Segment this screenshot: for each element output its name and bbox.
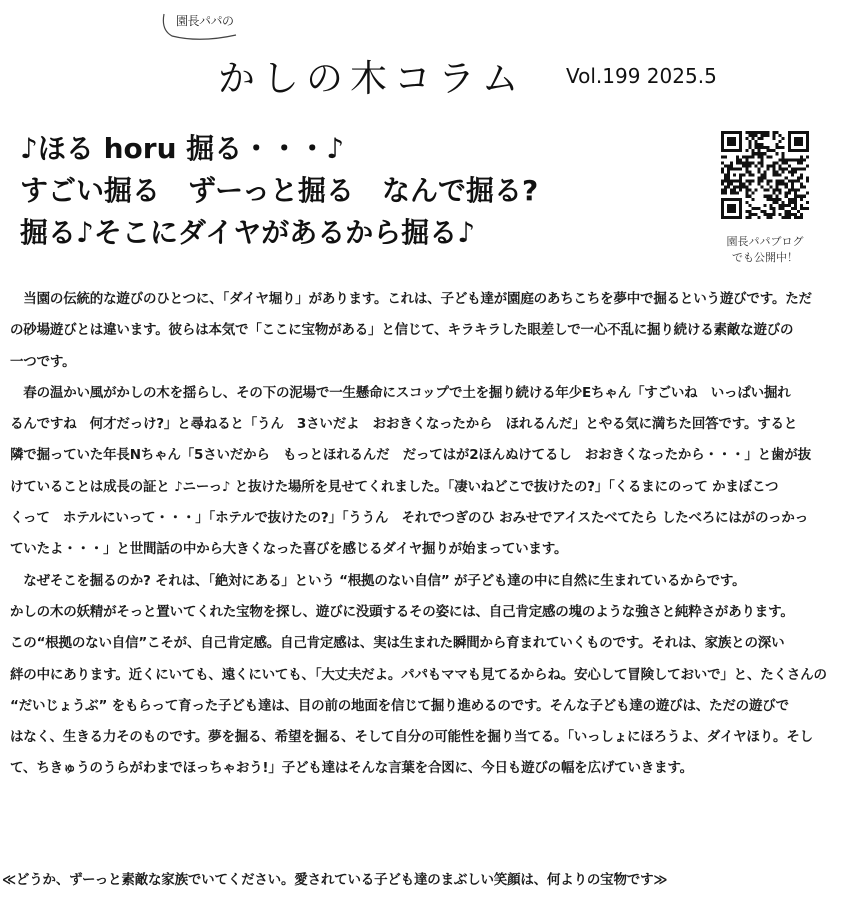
article-line: この“根拠のない自信”こそが、自己肯定感。自己肯定感は、実は生まれた瞬間から育まれていくものです。それは、家族との深い — [10, 635, 785, 652]
article-line: 当園の伝統的な遊びのひとつに、「ダイヤ堀り」があります。これは、子ども達が園庭のあちこちを夢中で掘るという遊びです。ただ — [10, 291, 812, 307]
article-line: 隣で掘っていた年長Nちゃん「5さいだから もっとほれるんだ だってはが2ほんぬけてるし おおきくなったから・・・」と歯が抜 — [10, 447, 811, 464]
article-line: ていたよ・・・」と世間話の中から大きくなった喜びを感じるダイヤ掘りが始まっています。 — [10, 541, 568, 558]
column-badge — [158, 8, 248, 42]
article-line: 春の温かい風がかしの木を揺らし、その下の泥場で一生懸命にスコップで土を掘り続ける年少Eちゃん「すごいね いっぱい掘れ — [10, 384, 791, 401]
headline-line-3: 掘る♪そこにダイヤがあるから掘る♪ — [20, 216, 476, 249]
qr-caption — [700, 234, 830, 266]
qr-code-icon[interactable] — [721, 131, 809, 219]
article-line: て、ちきゅうのうらがわまでほっちゃおう!」子ども達はそんな言葉を合図に、今日も遊びの幅を広げていきます。 — [10, 760, 693, 777]
headline-line-2: すごい掘る ずーっと掘る なんで掘る? — [20, 174, 539, 207]
article-line: “だいじょうぶ” をもらって育った子ども達は、目の前の地面を信じて掘り進めるのです。そんな子ども達の遊びは、ただの遊びで — [10, 697, 789, 714]
headline — [20, 128, 680, 254]
article-line: るんですね 何才だっけ?」と尋ねると「うん 3さいだよ おおきくなったから ほれるんだ」とやる気に満ちた回答です。すると — [10, 416, 798, 433]
article-body — [10, 284, 840, 785]
qr-caption-line-1: 園長パパブログ — [726, 235, 804, 248]
article-line: の砂場遊びとは違います。彼らは本気で「ここに宝物がある」と信じて、キラキラした眼差しで一心不乱に掘り続ける素敵な遊びの — [10, 322, 794, 339]
article-line: 一つです。 — [10, 353, 76, 370]
column-title: かしの木コラム — [218, 57, 526, 100]
volume-info: Vol.199 2025.5 — [566, 64, 717, 88]
article-line: かしの木の妖精がそっと置いてくれた宝物を探し、遊びに没頭するその姿には、自己肯定感の塊のような強さと純粋さがあります。 — [10, 603, 794, 620]
qr-caption-line-2: でも公開中！ — [732, 251, 798, 264]
headline-line-1: ♪ほる horu 掘る・・・♪ — [20, 132, 345, 165]
badge-label: 園長パパの — [176, 14, 234, 28]
article-line: くって ホテルにいって・・・」「ホテルで抜けたの?」「ううん それでつぎのひ おみせでアイスたべてたら したべろにはがのっかっ — [10, 510, 809, 527]
article-line: けていることは成長の証と ♪ニーっ♪ と抜けた場所を見せてくれました。「凄いねどこで抜けたの?」「くるまにのって かまぼこつ — [10, 478, 779, 495]
article-line: はなく、生きる力そのものです。夢を掘る、希望を掘る、そして自分の可能性を掘り当てる。「いっしょにほろうよ、ダイヤほり。そし — [10, 729, 813, 746]
article-line: 絆の中にあります。近くにいても、遠くにいても、「大丈夫だよ。パパもママも見てるからね。安心して冒険しておいで」と、たくさんの — [10, 666, 827, 683]
closing-note: ≪どうか、ずーっと素敵な家族でいてください。愛されている子ども達のまぶしい笑顔は、何よりの宝物です≫ — [2, 872, 668, 888]
article-line: なぜそこを掘るのか? それは、「絶対にある」という “根拠のない自信” が子ども達の中に自然に生まれているからです。 — [10, 572, 746, 589]
